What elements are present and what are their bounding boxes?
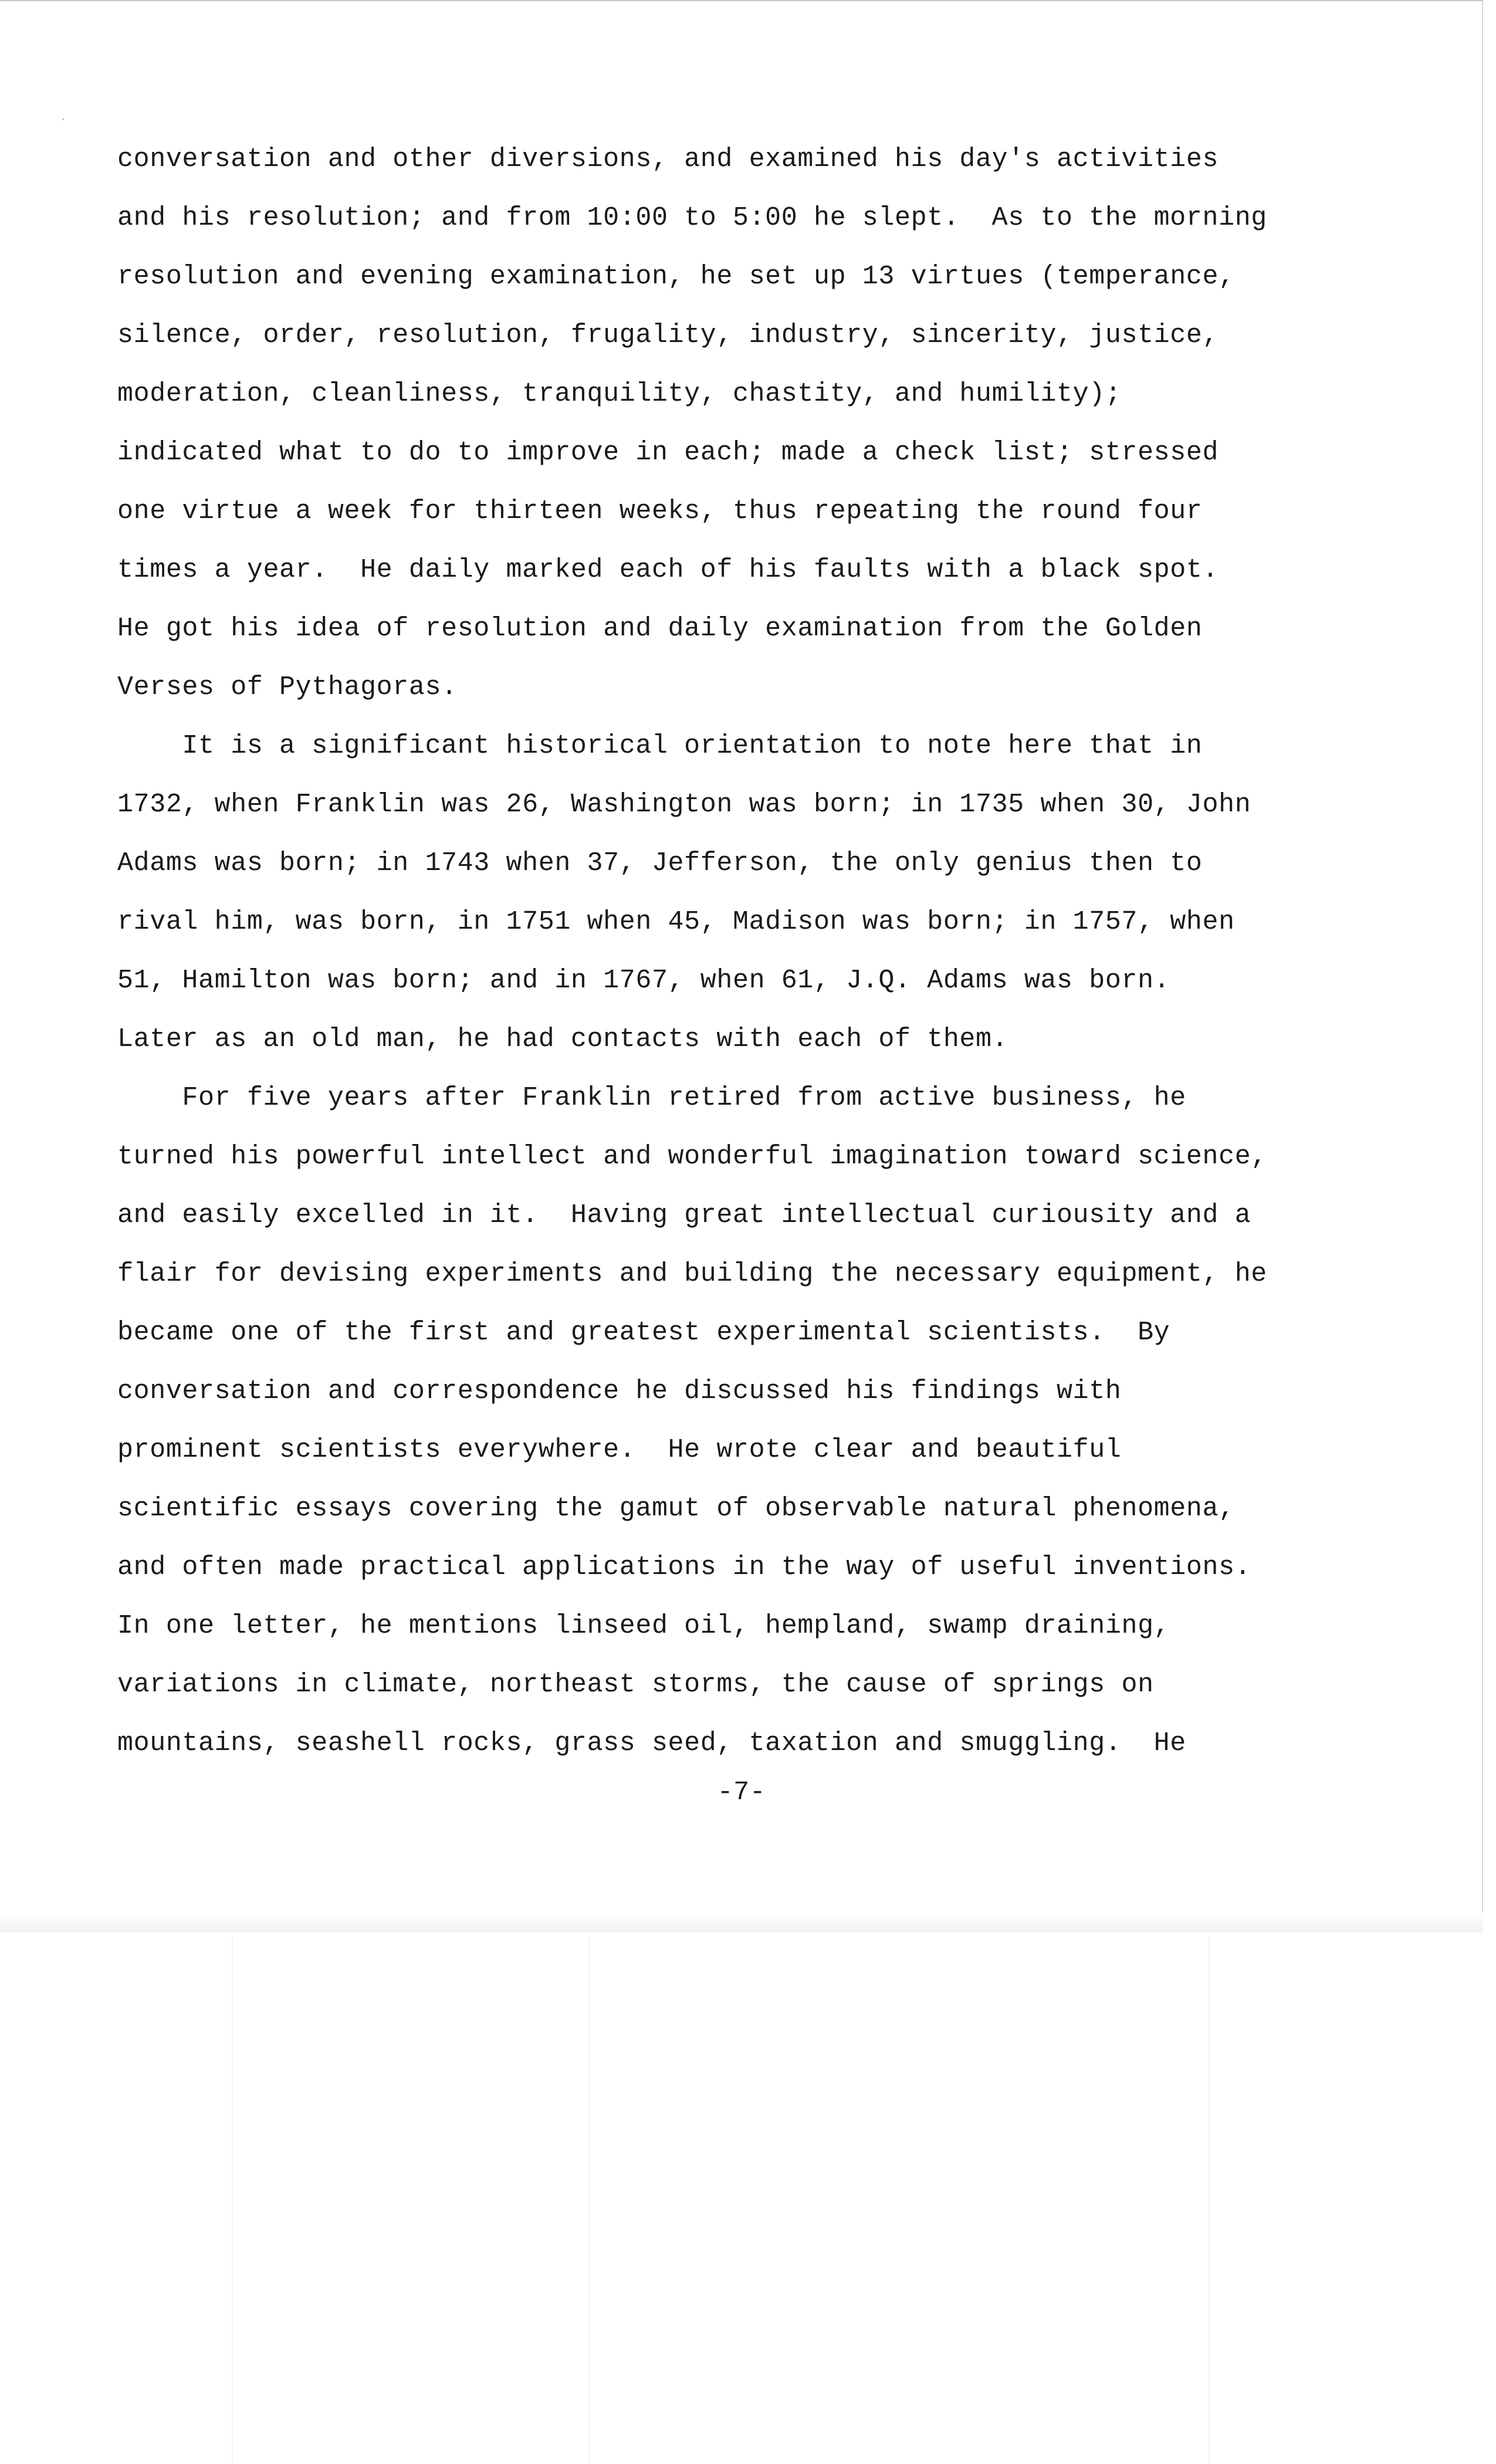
- page-number: -7-: [717, 1778, 766, 1808]
- scan-background: [0, 1932, 1496, 2464]
- text-line: one virtue a week for thirteen weeks, thus repeating the round four: [117, 496, 1203, 526]
- text-line: and his resolution; and from 10:00 to 5:00 he slept. As to the morning: [117, 203, 1267, 233]
- text-line: resolution and evening examination, he set up 13 virtues (temperance,: [117, 262, 1235, 292]
- text-line: variations in climate, northeast storms, the cause of springs on: [117, 1670, 1154, 1700]
- text-line: prominent scientists everywhere. He wrote clear and beautiful: [117, 1435, 1122, 1465]
- text-line: In one letter, he mentions linseed oil, hempland, swamp draining,: [117, 1611, 1170, 1641]
- text-line: It is a significant historical orientation to note here that in: [117, 731, 1203, 761]
- text-line: and easily excelled in it. Having great intellectual curiousity and a: [117, 1200, 1251, 1230]
- text-line: scientific essays covering the gamut of observable natural phenomena,: [117, 1494, 1235, 1524]
- text-line: Adams was born; in 1743 when 37, Jefferson, the only genius then to: [117, 848, 1203, 878]
- text-line: rival him, was born, in 1751 when 45, Madison was born; in 1757, when: [117, 907, 1235, 937]
- text-line: 51, Hamilton was born; and in 1767, when 61, J.Q. Adams was born.: [117, 966, 1170, 996]
- text-line: conversation and other diversions, and examined his day's activities: [117, 144, 1219, 174]
- text-line: He got his idea of resolution and daily examination from the Golden: [117, 614, 1203, 644]
- text-line: conversation and correspondence he discussed his findings with: [117, 1376, 1122, 1406]
- text-line: and often made practical applications in the way of useful inventions.: [117, 1552, 1251, 1582]
- text-line: 1732, when Franklin was 26, Washington was born; in 1735 when 30, John: [117, 790, 1251, 820]
- text-line: Verses of Pythagoras.: [117, 672, 458, 702]
- text-line: Later as an old man, he had contacts with each of them.: [117, 1024, 1008, 1054]
- text-line: turned his powerful intellect and wonderful imagination toward science,: [117, 1142, 1267, 1172]
- background-rule: [588, 1936, 590, 2464]
- page-bottom-shadow: [0, 1913, 1483, 1932]
- paper-speck: [62, 119, 64, 120]
- background-rule: [232, 1936, 233, 2464]
- text-line: silence, order, resolution, frugality, industry, sincerity, justice,: [117, 320, 1219, 350]
- text-line: indicated what to do to improve in each; made a check list; stressed: [117, 438, 1219, 468]
- background-rule: [1209, 1936, 1210, 2464]
- text-line: For five years after Franklin retired from active business, he: [117, 1083, 1186, 1113]
- text-line: moderation, cleanliness, tranquility, chastity, and humility);: [117, 379, 1122, 409]
- body-text: [117, 130, 1379, 1773]
- text-line: times a year. He daily marked each of his faults with a black spot.: [117, 555, 1219, 585]
- text-line: mountains, seashell rocks, grass seed, taxation and smuggling. He: [117, 1728, 1186, 1758]
- text-line: flair for devising experiments and building the necessary equipment, he: [117, 1259, 1267, 1289]
- text-line: became one of the first and greatest experimental scientists. By: [117, 1318, 1170, 1348]
